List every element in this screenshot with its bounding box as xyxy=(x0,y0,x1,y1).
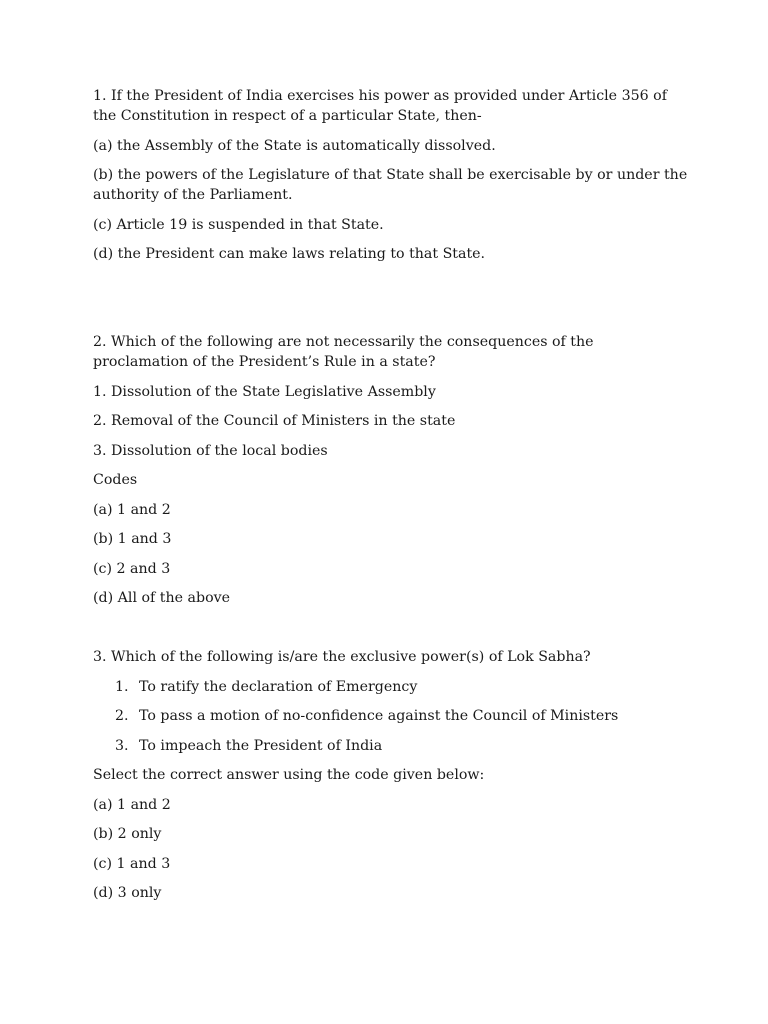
question-2-option-a: (a) 1 and 2 xyxy=(93,501,171,518)
question-3-statement-1 xyxy=(93,677,693,697)
statement-text: To ratify the declaration of Emergency xyxy=(139,678,418,695)
question-3-statement-3 xyxy=(93,736,693,756)
question-2-statement-2: 2. Removal of the Council of Ministers in the state xyxy=(93,413,456,429)
question-3-instruction: Select the correct answer using the code given below: xyxy=(93,767,485,783)
question-3-statement-2 xyxy=(93,706,693,726)
statement-number: 2. xyxy=(115,708,129,724)
question-3-option-b: (b) 2 only xyxy=(93,826,162,842)
question-2-option-c: (c) 2 and 3 xyxy=(93,560,171,577)
statement-text: To impeach the President of India xyxy=(139,737,383,754)
question-2-codes-label: Codes xyxy=(93,472,138,488)
question-2-option-b: (b) 1 and 3 xyxy=(93,531,172,547)
question-1-option-c: (c) Article 19 is suspended in that State. xyxy=(93,216,384,233)
question-3-option-d: (d) 3 only xyxy=(93,885,162,901)
question-3-option-a: (a) 1 and 2 xyxy=(93,796,171,813)
question-3-stem: 3. Which of the following is/are the exclusive power(s) of Lok Sabha? xyxy=(93,649,591,665)
question-2-option-d: (d) All of the above xyxy=(93,590,231,606)
question-1 xyxy=(93,86,693,264)
document-page xyxy=(93,86,693,903)
question-1-stem: 1. If the President of India exercises his power as provided under Article 356 of the Constitution in respect of a particular State, then- xyxy=(93,88,667,124)
question-1-option-a: (a) the Assembly of the State is automatically dissolved. xyxy=(93,137,496,154)
question-1-option-d: (d) the President can make laws relating to that State. xyxy=(93,246,486,262)
question-1-option-b: (b) the powers of the Legislature of that State shall be exercisable by or under the authority of the Parliament. xyxy=(93,167,688,203)
question-3 xyxy=(93,647,693,903)
statement-text: To pass a motion of no-confidence against the Council of Ministers xyxy=(139,708,619,724)
question-2-statement-3: 3. Dissolution of the local bodies xyxy=(93,442,328,459)
question-3-option-c: (c) 1 and 3 xyxy=(93,855,171,872)
question-2 xyxy=(93,332,693,608)
question-2-stem: 2. Which of the following are not necessarily the consequences of the proclamation of the President’s Rule in a state? xyxy=(93,334,594,370)
statement-number: 3. xyxy=(115,737,129,754)
question-2-statement-1: 1. Dissolution of the State Legislative Assembly xyxy=(93,383,436,400)
statement-number: 1. xyxy=(115,678,129,695)
